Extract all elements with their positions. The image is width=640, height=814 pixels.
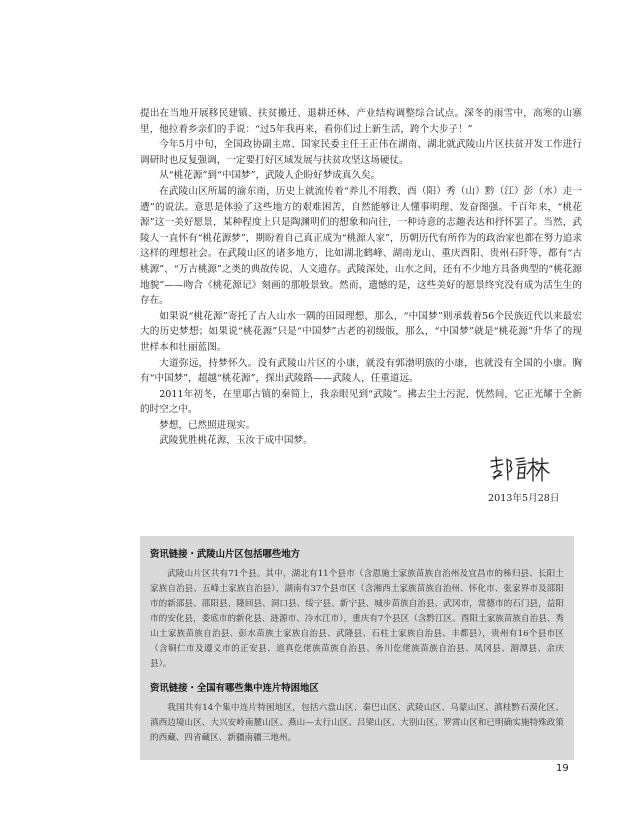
paragraph: 武陵犹胜桃花源，玉汝于成中国梦。: [159, 435, 313, 447]
paragraph: 2011年初冬，在里耶古镇的秦简上，我亲眼见到“武陵”。拂去尘土污泥，恍然间，它正光耀于全新的时空之中。: [140, 388, 582, 416]
paragraph: 从“桃花源”到“中国梦”，武陵人企盼好梦成真久矣。: [159, 170, 381, 182]
paragraph: 在武陵山区所属的渝东南，历史上就流传着“养儿不用教，酉（阳）秀（山）黔（江）彭（水）走一遭”的说法。意思是体验了这些地方的艰难困苦，自然能够让人懂事明理、发奋图强。千百年来，“桃花源”这一美好愿景，某种程度上只是陶渊明们的想象和向往，一种诗意的志趣表达和抒怀罢了。当然，武陵人一直怀有“桃花源梦”，期盼着自己真正成为“桃源人家”，历朝历代有所作为的政治家也都在努力追求这样的理想社会。在武陵山区的诸多地方，比如湖北鹤峰、湖南龙山、重庆酉阳、贵州石阡等，都有“古桃源”、“万古桃源”之类的典故传说、人文遗存。武陵深处，山水之间，还有不少地方具备典型的“桃花源地貌”——吻合《桃花源记》刻画的那般景致。然而，遗憾的是，这些美好的愿景终究没有成为活生生的存在。: [140, 185, 582, 307]
paragraph: 今年5月中旬，全国政协副主席、国家民委主任王正伟在湖南、湖北就武陵山片区扶贫开发工作进行调研时也反复强调，一定要打好区域发展与扶贫攻坚这场硬仗。: [140, 139, 582, 166]
article-date: 2013年5月28日: [488, 493, 560, 504]
main-article-text: [140, 106, 582, 449]
info-text: 武陵山片区共有71个县。其中，湖北有11个县市（含恩施土家族苗族自治州及宜昌市的秭归县、长阳土家族自治县、五峰土家族自治县），湖南有37个县市区（含湘西土家族苗族自治州、怀化市、张家界市及邵阳市的新邵县、邵阳县、隆回县、洞口县、绥宁县、新宁县、城步苗族自治县、武冈市，常德市的石门县，益阳市的安化县，娄底市的新化县、涟源市、冷水江市），重庆有7个县区（含黔江区、酉阳土家族苗族自治县、秀山土家族苗族自治县、彭水苗族土家族自治县、武隆县、石柱土家族自治县、丰都县），贵州有16个县市区（含铜仁市及遵义市的正安县、道真仡佬族苗族自治县、务川仡佬族苗族自治县、凤冈县、湄潭县、余庆县）。: [150, 569, 564, 669]
info-heading: 资讯链接・全国有哪些集中连片特困地区: [150, 683, 319, 694]
paragraph: 如果说“桃花源”寄托了古人山水一隅的田园理想，那么，“中国梦”则承载着56个民族近代以来最宏大的历史梦想；如果说“桃花源”只是“中国梦”古老的初级版，那么，“中国梦”就是“桃花源”升华了的现世样本和壮丽蓝图。: [140, 310, 582, 353]
paragraph: 梦想，已然照进现实。: [159, 419, 256, 431]
info-sidebar-box: [140, 536, 574, 760]
info-heading: 资讯链接・武陵山片区包括哪些地方: [150, 549, 301, 560]
paragraph: 提出在当地开展移民建镇、扶贫搬迁、退耕还林、产业结构调整综合试点。深冬的雨雪中，高寒的山寨里，他拉着乡亲们的手说：“过5年我再来，看你们过上新生活，跨个大步子！”: [140, 108, 582, 135]
page-number: 19: [556, 763, 569, 774]
info-text: 我国共有14个集中连片特困地区，包括六盘山区、秦巴山区、武陵山区、乌蒙山区、滇桂黔石漠化区、滇西边境山区、大兴安岭南麓山区、燕山—太行山区、吕梁山区、大别山区、罗霄山区和已明确实施特殊政策的西藏、四省藏区、新疆南疆三地州。: [150, 703, 564, 743]
handwritten-signature: [488, 455, 550, 483]
paragraph: 大道弥远，持梦怀久。没有武陵山片区的小康，就没有郭渤明族的小康，也就没有全国的小康。胸有“中国梦”，超越“桃花源”，探出武陵路——武陵人，任重道远。: [140, 357, 582, 385]
